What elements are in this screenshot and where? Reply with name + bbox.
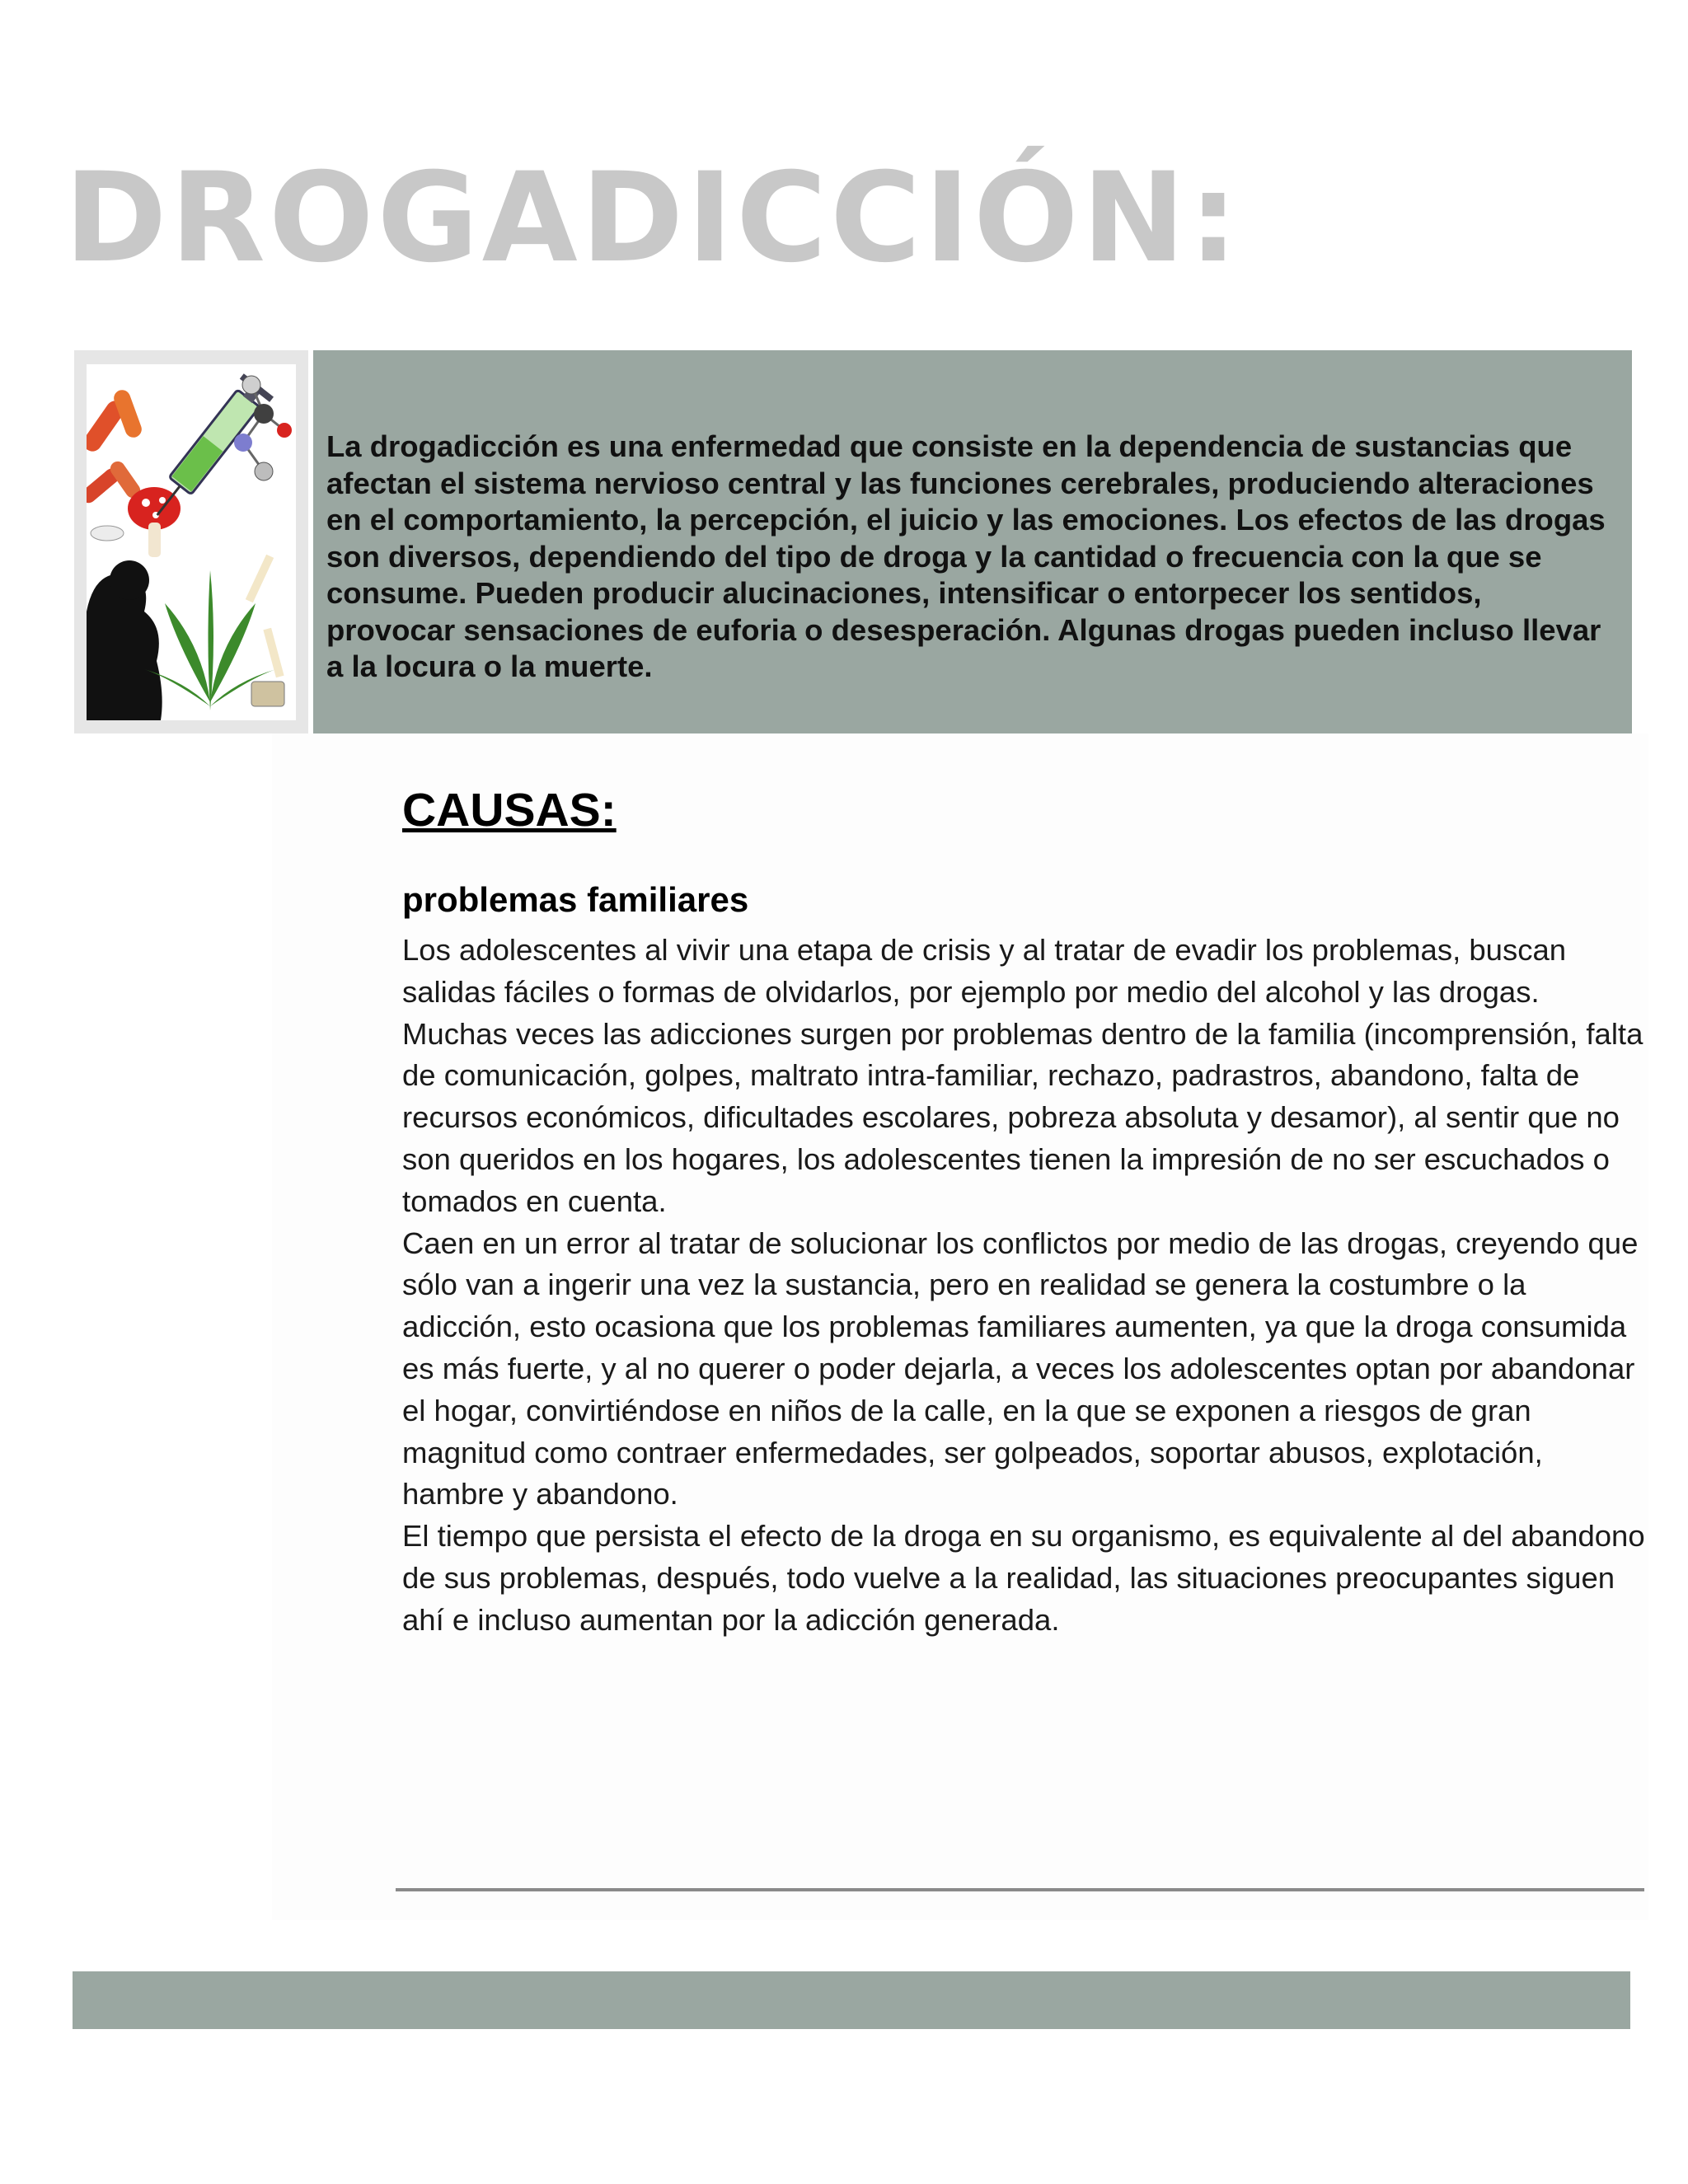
causes-paragraph: Muchas veces las adicciones surgen por problemas dentro de la familia (incomprensión, falta de comunicación, golpes, maltrato intra-familiar, rechazo, padrastros, abandono, falta de recursos económicos, dificultades escolares, pobreza absoluta y desamor), al sentir que no son queridos en los hogares, los adolescentes tienen la impresión de no ser escuchados o tomados en cuenta. xyxy=(402,1016,1643,1218)
intro-paragraph: La drogadicción es una enfermedad que consiste en la dependencia de sustancias que afectan el sistema nervioso central y las funciones cerebrales, produciendo alteraciones en el comportamiento, la percepción, el juicio y las emociones. Los efectos de las drogas son diversos, dependiendo del tipo de droga y la cantidad o frecuencia con la que se consume. Pueden producir alucinaciones, intensificar o entorpecer los sentidos, provocar sensaciones de euforia o desesperación. Algunas drogas pueden incluso llevar a la locura o la muerte. xyxy=(326,429,1606,683)
intro-image-frame xyxy=(74,350,313,733)
intro-box xyxy=(74,350,1632,733)
footer-bar xyxy=(73,1971,1630,2029)
drugs-collage-illustration-icon xyxy=(87,364,296,720)
causes-section xyxy=(272,733,1648,1920)
causes-body xyxy=(402,930,1647,1642)
page-title: DROGADICCIÓN: xyxy=(64,147,1242,290)
causes-paragraph: El tiempo que persista el efecto de la droga en su organismo, es equivalente al del abandono de sus problemas, después, todo vuelve a la realidad, las situaciones preocupantes siguen ahí e incluso aumentan por la adicción generada. xyxy=(402,1519,1645,1637)
causes-paragraph: Los adolescentes al vivir una etapa de crisis y al tratar de evadir los problemas, buscan salidas fáciles o formas de olvidarlos, por ejemplo por medio del alcohol y las drogas. xyxy=(402,933,1567,1009)
causes-heading: CAUSAS: xyxy=(402,784,617,837)
intro-text-cell xyxy=(313,350,1632,733)
causes-subheading: problemas familiares xyxy=(402,880,749,919)
causes-paragraph: Caen en un error al tratar de solucionar los conflictos por medio de las drogas, creyendo que sólo van a ingerir una vez la sustancia, pero en realidad se genera la costumbre o la adicción, esto ocasiona que los problemas familiares aumenten, ya que la droga consumida es más fuerte, y al no querer o poder dejarla, a veces los adolescentes optan por abandonar el hogar, convirtiéndose en niños de la calle, en la que se exponen a riesgos de gran magnitud como contraer enfermedades, ser golpeados, soportar abusos, explotación, hambre y abandono. xyxy=(402,1226,1639,1511)
section-divider xyxy=(396,1888,1644,1891)
